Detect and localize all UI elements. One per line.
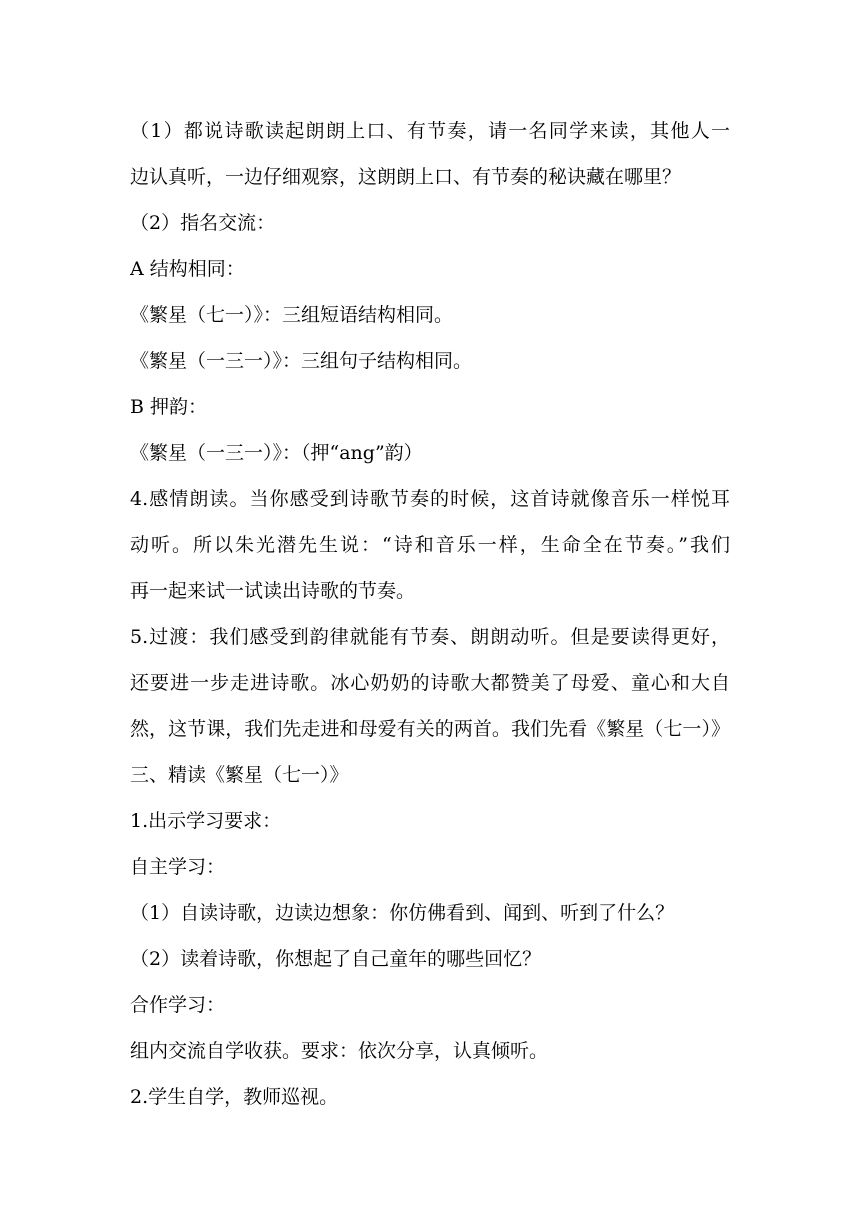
section-label: A 结构相同： <box>130 258 245 280</box>
document-body <box>130 108 730 1120</box>
paragraph-line: 还要进一步走进诗歌。冰心奶奶的诗歌大都赞美了母爱、童心和大自 <box>130 672 730 694</box>
paragraph-line: 组内交流自学收获。要求：依次分享，认真倾听。 <box>130 1040 549 1062</box>
paragraph-line: （1）自读诗歌，边读边想象：你仿佛看到、闻到、听到了什么？ <box>130 902 675 924</box>
paragraph-line: （2）指名交流： <box>130 212 276 234</box>
paragraph-line: （2）读着诗歌，你想起了自己童年的哪些回忆？ <box>130 948 542 970</box>
paragraph-line: 动听。所以朱光潜先生说：“诗和音乐一样，生命全在节奏。”我们 <box>130 534 730 556</box>
paragraph-line: 1.出示学习要求： <box>130 810 282 832</box>
section-label: B 押韵： <box>130 396 208 418</box>
paragraph-line: 《繁星（一三一）》：三组句子结构相同。 <box>130 350 473 372</box>
paragraph-line: 4.感情朗读。当你感受到诗歌节奏的时候，这首诗就像音乐一样悦耳 <box>130 488 730 510</box>
section-label: 自主学习： <box>130 856 226 878</box>
paragraph-line: 《繁星（七一）》：三组短语结构相同。 <box>130 304 454 326</box>
paragraph-line: 2.学生自学，教师巡视。 <box>130 1086 339 1108</box>
paragraph-line: 然，这节课，我们先走进和母爱有关的两首。我们先看《繁星（七一）》 <box>130 718 730 740</box>
paragraph-line: 边认真听，一边仔细观察，这朗朗上口、有节奏的秘诀藏在哪里？ <box>130 166 682 188</box>
paragraph-line: 《繁星（一三一）》：（押“ang”韵） <box>130 442 423 464</box>
paragraph-line: （1）都说诗歌读起朗朗上口、有节奏，请一名同学来读，其他人一 <box>130 120 730 142</box>
section-label: 合作学习： <box>130 994 226 1016</box>
section-heading: 三、精读《繁星（七一）》 <box>130 764 349 786</box>
paragraph-line: 再一起来试一试读出诗歌的节奏。 <box>130 580 416 602</box>
paragraph-line: 5.过渡：我们感受到韵律就能有节奏、朗朗动听。但是要读得更好， <box>130 626 730 648</box>
